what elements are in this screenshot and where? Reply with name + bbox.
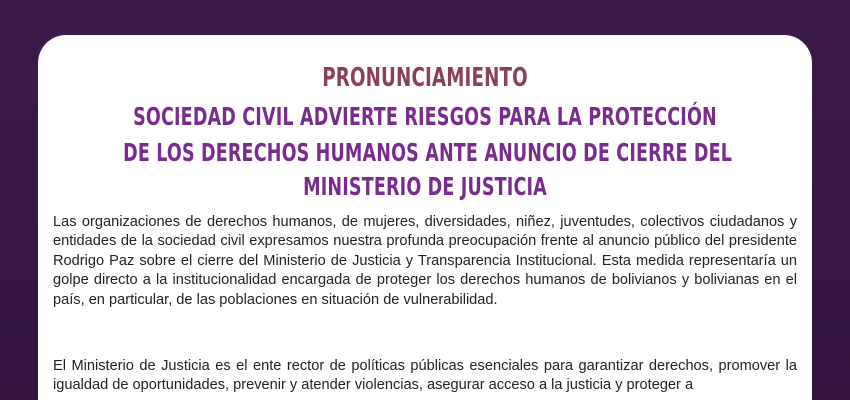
body-paragraph-1: Las organizaciones de derechos humanos, de mujeres, diversidades, niñez, juventudes, colectivos ciudadanos y entidades de la sociedad civil expresamos nuestra profunda preocupación frente al anuncio público del presidente Rodrigo Paz sobre el cierre del Ministerio de Justicia y Transparencia Institucional. Esta medida representaría un golpe directo a la institucionalidad encargada de proteger los derechos humanos de bolivianos y bolivianas en el país, en particular, de las poblaciones en situación de vulnerabilidad. bbox=[53, 214, 797, 308]
document-kicker: PRONUNCIAMIENTO bbox=[322, 63, 528, 93]
document-title-line-1: SOCIEDAD CIVIL ADVIERTE RIESGOS PARA LA PROTECCIÓN bbox=[133, 102, 717, 131]
statement-card bbox=[38, 35, 812, 400]
document-title-line-3: MINISTERIO DE JUSTICIA bbox=[303, 172, 547, 201]
document-title-line-2: DE LOS DERECHOS HUMANOS ANTE ANUNCIO DE CIERRE DEL bbox=[123, 138, 733, 167]
body-paragraph-2: El Ministerio de Justicia es el ente rector de políticas públicas esenciales para garantizar derechos, promover la igualdad de oportunidades, prevenir y atender violencias, asegurar acceso a la justicia y proteger a bbox=[53, 358, 797, 394]
